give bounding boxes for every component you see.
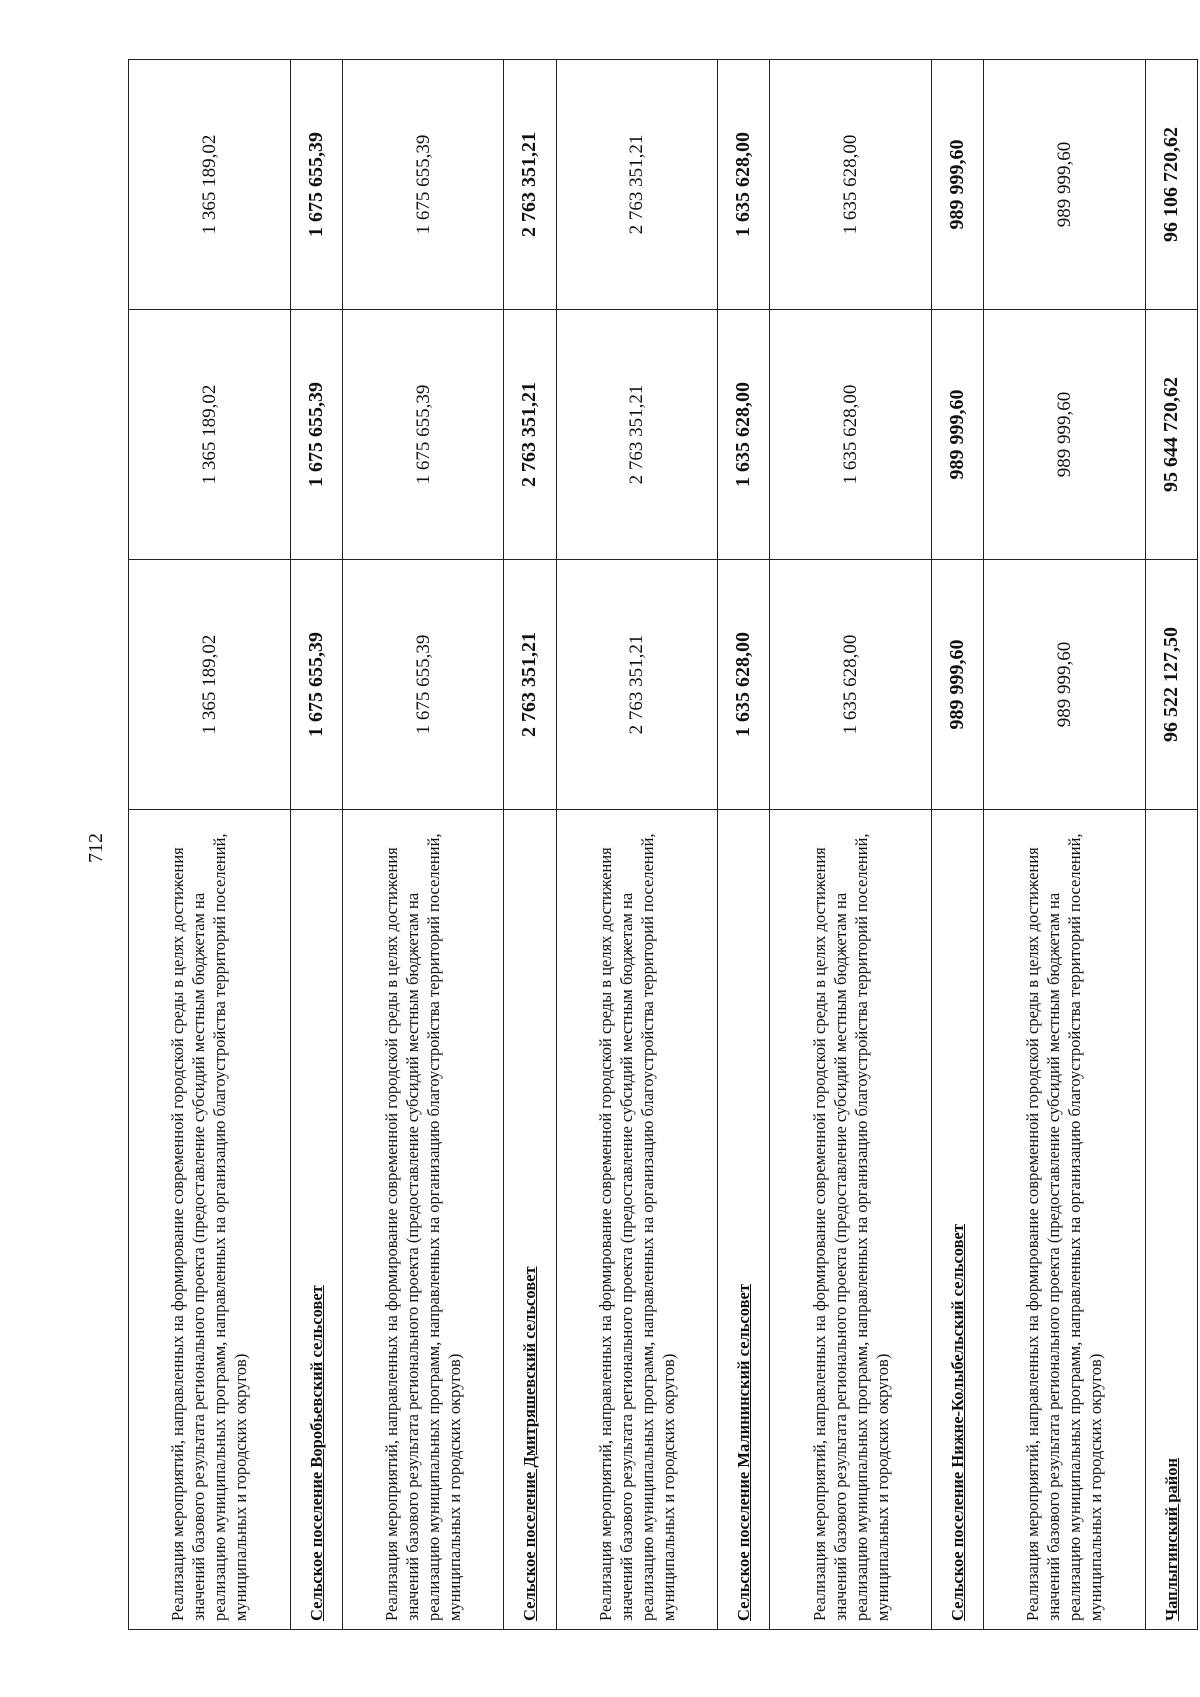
amount-cell-3: 1 365 189,02: [129, 60, 291, 310]
amount-cell-2: 989 999,60: [984, 310, 1146, 560]
budget-table-rotated: [128, 60, 1198, 1630]
amount-cell-1: 2 763 351,21: [556, 560, 718, 810]
expense-description: Реализация мероприятий, направленных на формирование современной городской среды в целях достижения значений базового результата регионального проекта (предоставление субсидий местным бюджетам на реализацию муниципальных программ, направленных на организацию благоустройства территорий поселений, муниципальных и городских округов): [556, 810, 718, 1630]
table-row: [129, 60, 291, 1630]
table-body: [129, 60, 1198, 1630]
amount-cell-2: 1 635 628,00: [718, 310, 770, 560]
amount-cell-2: 989 999,60: [931, 310, 983, 560]
amount-cell-2: 2 763 351,21: [556, 310, 718, 560]
table-row: [556, 60, 718, 1630]
table-row: [984, 60, 1146, 1630]
amount-cell-1: 1 365 189,02: [129, 560, 291, 810]
table-row: [342, 60, 504, 1630]
amount-cell-1: 1 675 655,39: [342, 560, 504, 810]
amount-cell-3: 1 635 628,00: [770, 60, 932, 310]
amount-cell-1: 2 763 351,21: [504, 560, 556, 810]
amount-cell-3: 2 763 351,21: [556, 60, 718, 310]
subtotal-row: [504, 60, 556, 1630]
expense-description: Реализация мероприятий, направленных на формирование современной городской среды в целях достижения значений базового результата регионального проекта (предоставление субсидий местным бюджетам на реализацию муниципальных программ, направленных на организацию благоустройства территорий поселений, муниципальных и городских округов): [129, 810, 291, 1630]
amount-cell-3: 989 999,60: [931, 60, 983, 310]
amount-cell-2: 1 635 628,00: [770, 310, 932, 560]
page-number: 712: [85, 833, 107, 863]
settlement-name: Сельское поселение Дмитряшевский сельсовет: [504, 810, 556, 1630]
amount-cell-1: 1 675 655,39: [290, 560, 342, 810]
expense-description: Реализация мероприятий, направленных на формирование современной городской среды в целях достижения значений базового результата регионального проекта (предоставление субсидий местным бюджетам на реализацию муниципальных программ, направленных на организацию благоустройства территорий поселений, муниципальных и городских округов): [984, 810, 1146, 1630]
subtotal-row: [931, 60, 983, 1630]
amount-cell-3: 1 675 655,39: [342, 60, 504, 310]
amount-cell-1: 1 635 628,00: [718, 560, 770, 810]
amount-cell-3: 1 675 655,39: [290, 60, 342, 310]
settlement-name: Сельское поселение Нижне-Колыбельский сельсовет: [931, 810, 983, 1630]
amount-cell-2: 95 644 720,62: [1145, 310, 1197, 560]
expense-description: Реализация мероприятий, направленных на формирование современной городской среды в целях достижения значений базового результата регионального проекта (предоставление субсидий местным бюджетам на реализацию муниципальных программ, направленных на организацию благоустройства территорий поселений, муниципальных и городских округов): [342, 810, 504, 1630]
settlement-name: Сельское поселение Воробьевский сельсовет: [290, 810, 342, 1630]
amount-cell-1: 96 522 127,50: [1145, 560, 1197, 810]
amount-cell-1: 989 999,60: [931, 560, 983, 810]
subtotal-row: [1145, 60, 1197, 1630]
subtotal-row: [718, 60, 770, 1630]
amount-cell-3: 989 999,60: [984, 60, 1146, 310]
amount-cell-2: 1 365 189,02: [129, 310, 291, 560]
amount-cell-3: 1 635 628,00: [718, 60, 770, 310]
amount-cell-3: 2 763 351,21: [504, 60, 556, 310]
amount-cell-2: 1 675 655,39: [342, 310, 504, 560]
amount-cell-2: 2 763 351,21: [504, 310, 556, 560]
amount-cell-3: 96 106 720,62: [1145, 60, 1197, 310]
table-row: [770, 60, 932, 1630]
expense-description: Реализация мероприятий, направленных на формирование современной городской среды в целях достижения значений базового результата регионального проекта (предоставление субсидий местным бюджетам на реализацию муниципальных программ, направленных на организацию благоустройства территорий поселений, муниципальных и городских округов): [770, 810, 932, 1630]
budget-table: [128, 59, 1198, 1630]
amount-cell-2: 1 675 655,39: [290, 310, 342, 560]
amount-cell-1: 989 999,60: [984, 560, 1146, 810]
settlement-name: Чаплыгинский район: [1145, 810, 1197, 1630]
amount-cell-1: 1 635 628,00: [770, 560, 932, 810]
settlement-name: Сельское поселение Малининский сельсовет: [718, 810, 770, 1630]
subtotal-row: [290, 60, 342, 1630]
